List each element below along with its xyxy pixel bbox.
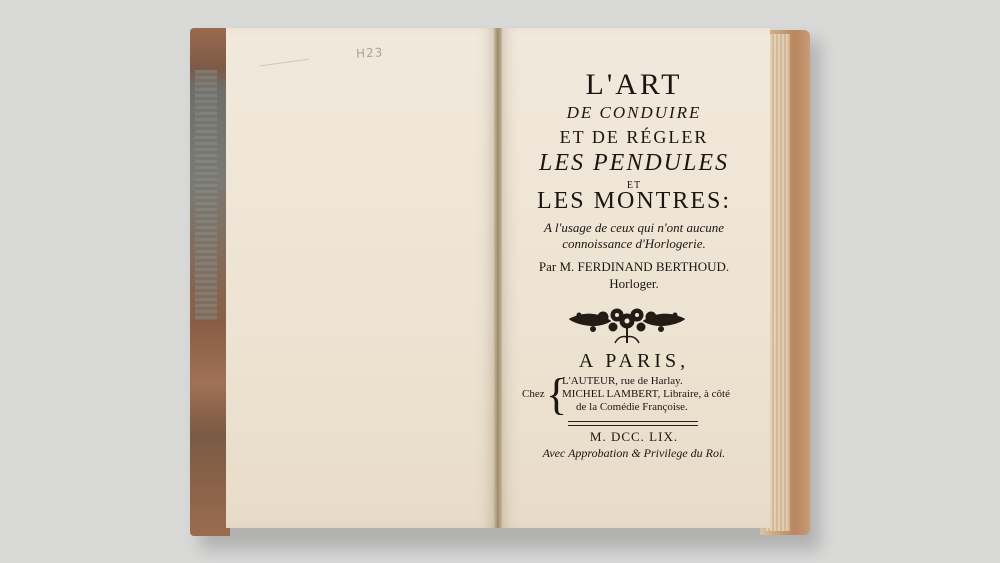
author-line: Par M. FERDINAND BERTHOUD. <box>538 259 730 274</box>
title-line-et: ET <box>626 180 642 191</box>
left-page <box>226 28 498 528</box>
profession-line: Horloger. <box>609 276 659 291</box>
double-rule <box>568 421 698 426</box>
date-line: M. DCC. LIX. <box>589 429 679 444</box>
marbled-board <box>195 70 217 320</box>
title-line-montres: LES MONTRES: <box>536 188 731 214</box>
address-line-2: MICHEL LAMBERT, Libraire, à côté <box>562 388 730 400</box>
chez-label: Chez <box>522 388 545 400</box>
title-line-regler: ET DE RÉGLER <box>559 127 709 147</box>
title-line-art: L'ART <box>585 68 683 101</box>
city-line: A PARIS, <box>578 350 690 372</box>
subtitle-line-2: connoissance d'Horlogerie. <box>562 236 706 251</box>
subtitle-line-1: A l'usage de ceux qui n'ont aucune <box>543 220 725 235</box>
title-line-pendules: LES PENDULES <box>538 150 729 176</box>
address-line-3: de la Comédie Françoise. <box>576 401 688 413</box>
address-line-1: L'AUTEUR, rue de Harlay. <box>562 375 683 387</box>
title-line-conduire: DE CONDUIRE <box>566 103 702 122</box>
floral-ornament-icon <box>565 303 689 345</box>
approbation-line: Avec Approbation & Privilege du Roi. <box>542 446 726 460</box>
pencil-note: H23 <box>355 45 384 61</box>
brace-mark: { <box>546 370 568 419</box>
